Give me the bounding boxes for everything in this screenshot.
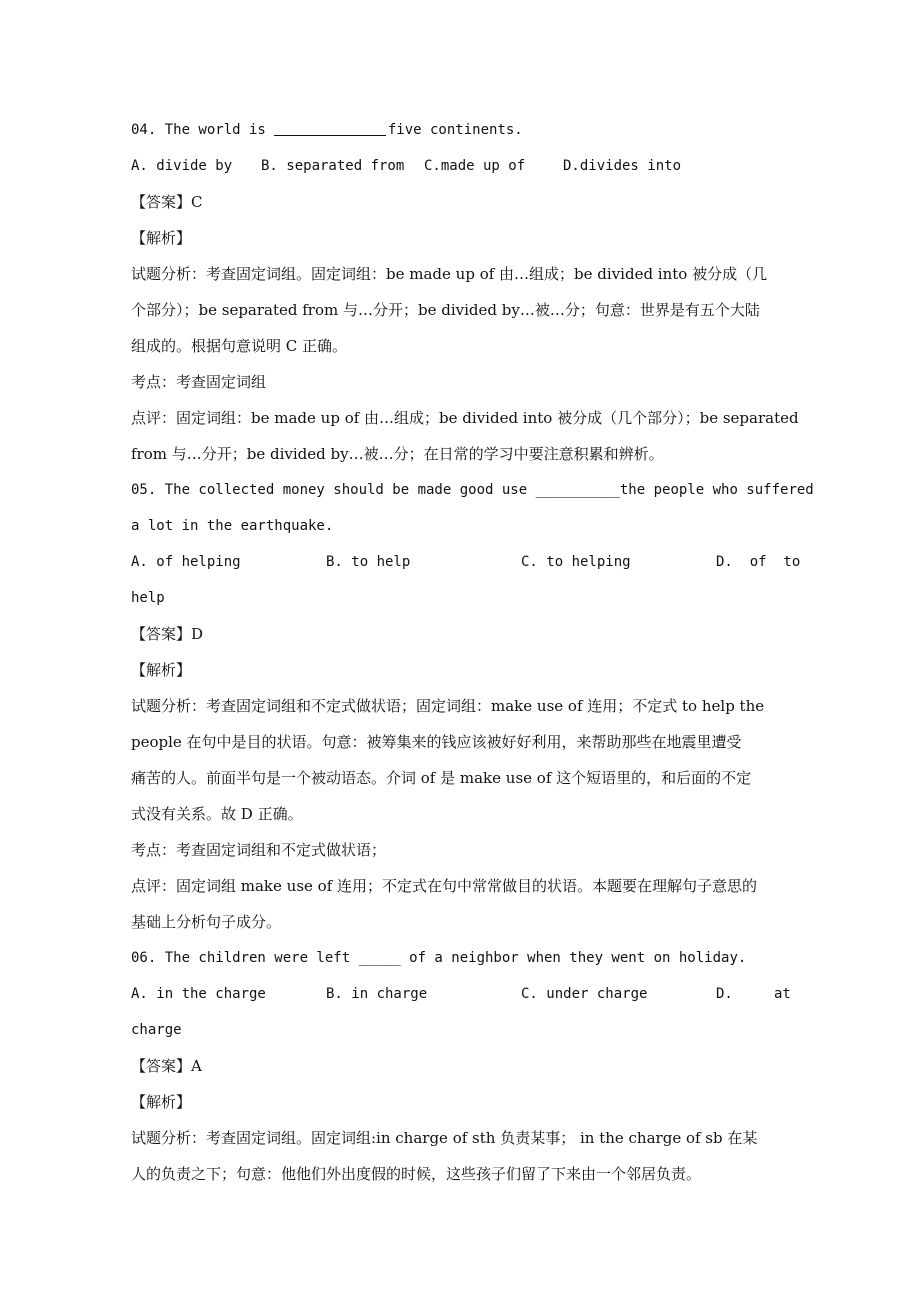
q04-comment-line: from 与…分开；be divided by…被…分；在日常的学习中要注意积累和辨析。 (131, 445, 664, 463)
q04-option-d: D.divides into (563, 158, 682, 174)
q04-option-b: B. separated from (261, 158, 405, 174)
q05-option-d: D. of to (716, 554, 801, 570)
q04-answer: 【答案】C (131, 193, 203, 211)
q06-option-wrap: charge (131, 1022, 182, 1038)
q06-analysis-label: 【解析】 (131, 1093, 192, 1111)
q05-point: 考点：考查固定词组和不定式做状语； (131, 841, 387, 859)
q05-analysis-line: 式没有关系。故 D 正确。 (131, 805, 303, 823)
document-page (131, 112, 821, 1192)
q06-stem: 06. The children were left _____ of a neighbor when they went on holiday. (131, 950, 747, 966)
q05-options (131, 544, 821, 580)
q05-stem-line2: a lot in the earthquake. (131, 518, 334, 534)
q05-option-c: C. to helping (521, 554, 631, 570)
q04-option-a: A. divide by (131, 158, 233, 174)
q05-stem-line1: 05. The collected money should be made good use __________the people who suffered (131, 482, 814, 498)
q05-option-wrap: help (131, 590, 165, 606)
q05-option-b: B. to help (326, 554, 411, 570)
q05-option-a: A. of helping (131, 554, 241, 570)
q04-analysis-line: 试题分析：考查固定词组。固定词组：be made up of 由…组成；be divided into 被分成（几 (131, 265, 768, 283)
q05-comment-line: 基础上分析句子成分。 (131, 913, 282, 931)
q04-analysis-label: 【解析】 (131, 229, 192, 247)
q06-option-b: B. in charge (326, 986, 428, 1002)
q06-option-d: D. (716, 986, 733, 1002)
q06-option-c: C. under charge (521, 986, 648, 1002)
q05-answer: 【答案】D (131, 625, 204, 643)
q04-point: 考点：考查固定词组 (131, 373, 267, 391)
q05-analysis-line: people 在句中是目的状语。句意：被筹集来的钱应该被好好利用，来帮助那些在地震里遭受 (131, 733, 742, 751)
q06-options (131, 976, 821, 1012)
q04-blank (274, 120, 386, 136)
q04-option-c: C.made up of (424, 158, 526, 174)
q04-options (131, 148, 821, 184)
q05-comment-line: 点评：固定词组 make use of 连用；不定式在句中常常做目的状语。本题要在理解句子意思的 (131, 877, 758, 895)
q05-analysis-line: 痛苦的人。前面半句是一个被动语态。介词 of 是 make use of 这个短语里的，和后面的不定 (131, 769, 752, 787)
q04-analysis-line: 组成的。根据句意说明 C 正确。 (131, 337, 348, 355)
q04-stem (131, 112, 821, 148)
q04-comment-line: 点评：固定词组：be made up of 由…组成；be divided into 被分成（几个部分）；be separated (131, 409, 799, 427)
q05-analysis-line: 试题分析：考查固定词组和不定式做状语；固定词组：make use of 连用；不定式 to help the (131, 697, 765, 715)
q06-analysis-line: 试题分析：考查固定词组。固定词组:in charge of sth 负责某事； in the charge of sb 在某 (131, 1129, 758, 1147)
q06-option-a: A. in the charge (131, 986, 266, 1002)
q04-analysis-line: 个部分）；be separated from 与…分开；be divided by…被…分；句意：世界是有五个大陆 (131, 301, 760, 319)
q06-option-d-text: at (774, 986, 791, 1002)
q04-stem-post: five continents. (387, 122, 523, 138)
q06-analysis-line: 人的负责之下；句意：他他们外出度假的时候，这些孩子们留了下来由一个邻居负责。 (131, 1165, 702, 1183)
q05-analysis-label: 【解析】 (131, 661, 192, 679)
q06-answer: 【答案】A (131, 1057, 202, 1075)
q04-stem-pre: 04. The world is (131, 122, 266, 138)
